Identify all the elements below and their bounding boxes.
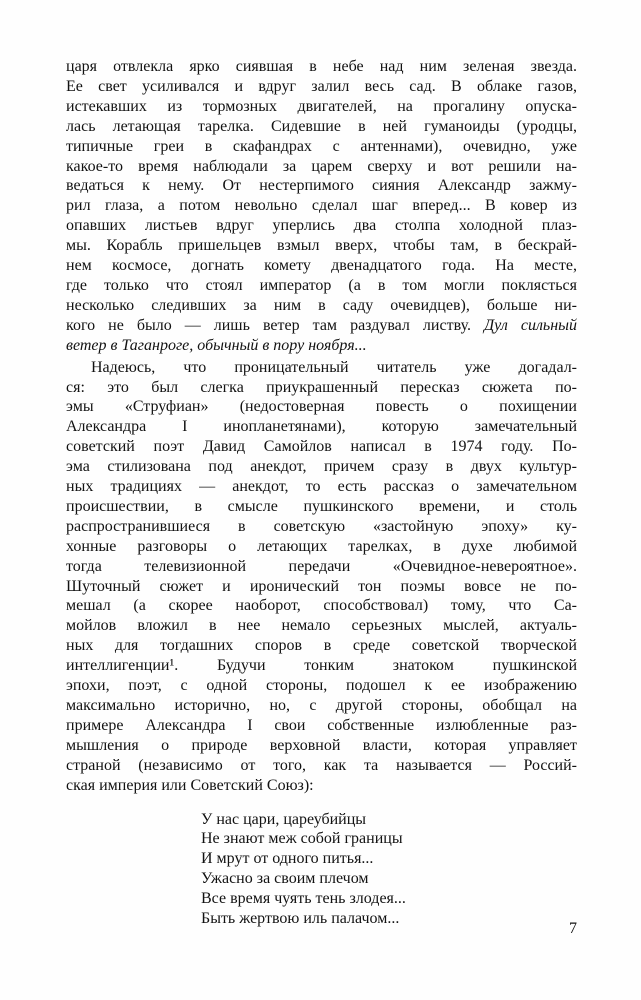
text-line: лась летающая тарелка. Сидевшие в ней гуманоиды (уродцы, [66,117,577,135]
text-line: опавших листьев вдруг уперлись два столпа холодной плаз- [66,217,577,235]
text-line: мешал (а скорее наоборот, способствовал) тому, что Са- [66,597,577,615]
page-number: 7 [569,920,577,937]
text-line: Александра I инопланетянами), которую замечательный [66,418,577,436]
text-line: Шуточный сюжет и иронический тон поэмы вовсе не по- [66,577,577,595]
text-run: кого не было — лишь ветер там раздувал листву. [66,316,484,334]
page-text [66,57,577,929]
poem-line: Не знают меж собой границы [201,830,403,848]
text-line: распространившиеся в советскую «застойную эпоху» ку- [66,517,577,535]
poem-line: У нас цари, цареубийцы [201,810,367,828]
text-line: Ее свет усиливался и вдруг залил весь сад. В облаке газов, [66,77,577,95]
text-line: эмы «Струфиан» (недостоверная повесть о похищении [66,398,577,416]
text-line: какое-то время наблюдали за царем сверху и вот решили на- [66,157,577,175]
text-line: типичные греи в скафандрах с антеннами), очевидно, уже [66,137,577,155]
text-line: ных традициях — анекдот, то есть рассказ о замечательном [66,478,577,496]
poem-line: Быть жертвою иль палачом... [201,910,400,928]
text-line: истекавших из тормозных двигателей, на прогалину опуска- [66,97,577,115]
text-line: страной (независимо от того, как та называется — Россий- [66,756,577,774]
text-line: советский поэт Давид Самойлов написал в 1974 году. По- [66,438,577,456]
paragraph [66,358,577,796]
text-line: ветер в Таганроге, обычный в пору ноября... [66,336,367,354]
text-line: происшествии, в смысле пушкинского времени, и столь [66,497,577,515]
text-line: тогда телевизионной передачи «Очевидное-невероятное». [66,557,577,575]
text-line-mixed [66,316,577,336]
text-line: нем космосе, догнать комету двенадцатого года. На месте, [66,257,577,275]
text-line: где только что стоял император (а в том могли поклясться [66,276,577,294]
text-line: примере Александра I свои собственные излюбленные раз- [66,716,577,734]
text-line: мы. Корабль пришельцев взмыл вверх, чтобы там, в бескрай- [66,237,577,255]
text-line: максимально исторично, но, с другой стороны, обобщал на [66,697,577,714]
text-line: рил глаза, а потом невольно сделал шаг вперед... В ковер из [66,197,577,215]
text-line: мышления о природе верховной власти, которая управляет [66,736,577,754]
text-line: ных для тогдашних споров в среде советской творческой [66,637,577,655]
text-line: несколько следивших за ним в саду очевидцев), больше ни- [66,296,577,314]
text-line: хонные разговоры о летающих тарелках, в духе любимой [66,537,577,555]
poem-line: Все время чуять тень злодея... [201,890,406,908]
text-line: ведаться к нему. От нестерпимого сияния Александр зажму- [66,177,577,195]
text-line: эпохи, поэт, с одной стороны, подошел к ее изображению [66,677,577,695]
text-line: эма стилизована под анекдот, причем сразу в двух культур- [66,458,577,476]
text-line: мойлов вложил в нее немало серьезных мыслей, актуаль- [66,617,577,635]
poem-line: Ужасно за своим плечом [201,870,369,888]
text-line: Надеюсь, что проницательный читатель уже догадал- [91,358,577,376]
paragraph-continuation [66,57,577,356]
text-line: царя отвлекла ярко сиявшая в небе над ним зеленая звезда. [66,58,577,75]
poem-line: И мрут от одного питья... [201,850,374,868]
text-line: ся: это был слегка приукрашенный пересказ сюжета по- [66,378,577,396]
poem-quote-block [201,810,577,929]
italic-text-run: Дул сильный [484,316,577,334]
text-line-with-footnote-ref: интеллигенции¹. Будучи тонким знатоком пушкинской [66,657,577,675]
text-line: ская империя или Советский Союз): [66,776,314,794]
